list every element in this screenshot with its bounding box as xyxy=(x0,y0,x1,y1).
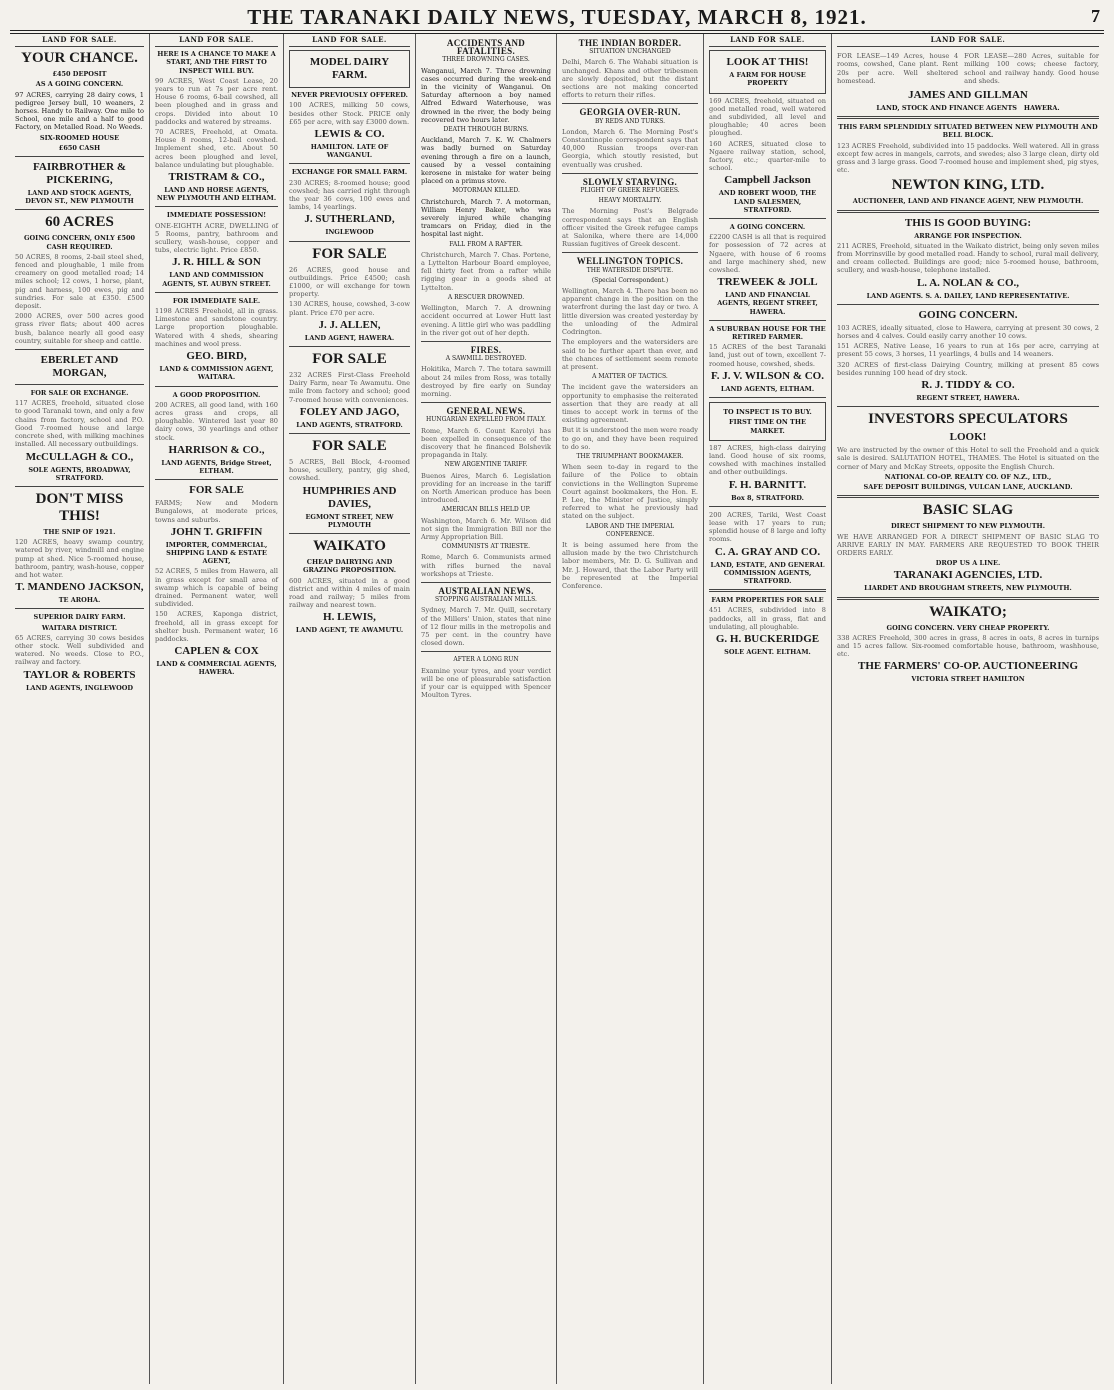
ad-basic-sub: DIRECT SHIPMENT TO NEW PLYMOUTH. xyxy=(891,522,1045,531)
agent-bird: GEO. BIRD, xyxy=(186,350,247,363)
agent-town-text: HAWERA. xyxy=(1023,104,1060,113)
agent-sub-text: LAND, STOCK AND FINANCE AGENTS xyxy=(876,104,1018,113)
agent-wilson: F. J. V. WILSON & CO. xyxy=(711,369,824,382)
news-paragraph: Delhi, March 6. The Wahabi situation is unchanged. Khans and other tribesmen are slowly deposited, but the distant sections are not making concerted efforts to return their rifles. xyxy=(562,58,698,100)
news-subheading: THE TRIUMPHANT BOOKMAKER. xyxy=(576,452,684,460)
ad-text-block: 130 ACRES, house, cowshed, 3-cow plant. Price £70 per acre. xyxy=(289,300,410,317)
column-7 xyxy=(832,34,1104,1384)
ad-text-block: 320 ACRES of first-class Dairying Country, milking at present 85 cows besides running 100 head of dry stock. xyxy=(837,360,1099,377)
ad-suburban: A SUBURBAN HOUSE FOR THE RETIRED FARMER. xyxy=(709,324,826,342)
ad-text-block: FOR LEASE—149 Acres, house 4 rooms, cowshed, Cane plant. Rent 20s per acre. Well sheltered homestead. xyxy=(837,52,959,85)
news-subheading: DEATH THROUGH BURNS. xyxy=(443,126,529,134)
agent-farmers-coop: THE FARMERS' CO-OP. AUCTIONEERING xyxy=(857,660,1079,673)
news-heading: FIRES. xyxy=(470,344,502,355)
ad-text-block: 600 ACRES, situated in a good district and within 4 miles of main road and railway; 5 miles from railway and nearest town. xyxy=(289,576,410,610)
agent-lewis-sub: HAMILTON. LATE OF WANGANUI. xyxy=(310,143,389,160)
news-subheading: NEW ARGENTINE TARIFF. xyxy=(444,461,528,469)
ad-60-going: GOING CONCERN, ONLY £500 CASH REQUIRED. xyxy=(23,234,136,251)
news-heading: THE INDIAN BORDER. xyxy=(578,38,682,48)
agent-hlewis: H. LEWIS, xyxy=(323,611,376,624)
columns xyxy=(10,33,1104,1384)
news-subheading: A MATTER OF TACTICS. xyxy=(592,373,668,381)
ad-look: LOOK AT THIS! xyxy=(726,56,809,69)
ad-text-block: 117 ACRES, freehold, situated close to good Taranaki town, and only a few chains from factory, school and P.O. Good 7-roomed house and large concrete shed, with milking machines installed. All necessary outbuildings. xyxy=(15,399,144,449)
agent-tiddy: R. J. TIDDY & CO. xyxy=(921,379,1015,392)
agent-national-sub: SAFE DEPOSIT BUILDINGS, VULCAN LANE, AUCKLAND. xyxy=(863,483,1073,492)
col2-header: LAND FOR SALE. xyxy=(155,36,278,47)
ad-splendid: THIS FARM SPLENDIDLY SITUATED BETWEEN NEW PLYMOUTH AND BELL BLOCK. xyxy=(838,123,1098,140)
agent-gray-sub: LAND, ESTATE, AND GENERAL COMMISSION AGENTS, STRATFORD. xyxy=(710,560,825,585)
news-paragraph: Wellington, March 4. There has been no apparent change in the position on the waterfront during the last day or two. A little diversion was created yesterday by the unloading of the Admiral Codrington. xyxy=(562,287,698,337)
ad-text-block: 160 ACRES, situated close to Ngaere railway station, school, factory, etc.; quarter-mile to school. xyxy=(709,139,826,173)
agent-james-gillman: JAMES AND GILLMAN xyxy=(908,89,1028,102)
for-sale-heading: FOR SALE xyxy=(312,245,387,262)
news-subheading: COMMUNISTS AT TRIESTE. xyxy=(441,543,531,551)
ad-investors: INVESTORS SPECULATORS xyxy=(868,411,1068,428)
ad-text-block: 123 ACRES Freehold, subdivided into 15 paddocks. Well watered. All in grass except few acres in mangels, carrots, and swedes; also 3 large clean, dirty old grass and 3 large grass. Good 7-roomed house and implement shed, pig styes, etc. xyxy=(837,141,1100,175)
agent-campbell: Campbell Jackson xyxy=(724,174,811,187)
agent-sutherland-town: INGLEWOOD xyxy=(325,228,374,237)
ad-box xyxy=(289,50,410,88)
agent-james-gillman-sub xyxy=(837,104,1099,112)
agent-allen-sub: LAND AGENT, HAWERA. xyxy=(304,333,395,342)
news-paragraph: Hokitika, March 7. The totara sawmill about 24 miles from Ross, was totally destroyed by fire early on Sunday morning. xyxy=(421,365,551,398)
news-heading: ACCIDENTS AND FATALITIES. xyxy=(446,38,526,57)
ad-text-block: 200 ACRES, all good land, with 160 acres grass and crops, all ploughable. Wintered last year 80 dairy cows, 30 yearlings and other stock. xyxy=(155,400,278,442)
news-paragraph: Washington, March 6. Mr. Wilson did not sign the Immigration Bill nor the Army Appropriation Bill. xyxy=(421,516,551,541)
ad-text-block: 5 ACRES, Bell Block, 4-roomed house, scullery, pantry, gig shed, cowshed. xyxy=(289,458,410,483)
agent-hill-sub: LAND AND COMMISSION AGENTS, ST. AUBYN STREET. xyxy=(162,271,271,288)
ad-good-buying: THIS IS GOOD BUYING: xyxy=(904,216,1032,229)
ad-text-block: 120 ACRES, heavy swamp country, watered by river, windmill and engine pump at shed. Nice 5-roomed house, bathroom, pantry, wash-house, copper and hot water. xyxy=(15,538,144,579)
col6-header: LAND FOR SALE. xyxy=(709,36,826,47)
ad-pair xyxy=(837,50,1099,87)
ad-text-block: 211 ACRES, Freehold, situated in the Waikato district, being only seven miles from Morrinsville by good metalled road. Handy to school, rural mail delivery, and cream collected. Buildings are good; nice 5-roomed house, bathroom, scullery, and wash-house, telephone installed. xyxy=(837,241,1099,275)
agent-treweek: TREWEEK & JOLL xyxy=(717,276,818,289)
news-heading: AUSTRALIAN NEWS. xyxy=(438,585,534,596)
news-subheading: HUNGARIAN EXPELLED FROM ITALY. xyxy=(426,416,546,424)
news-paragraph: The incident gave the watersiders an opportunity to emphasise the reiterated assertion that they are ready at all times to accept work in terms of the existing agreement. xyxy=(562,383,698,425)
news-paragraph: Examine your tyres, and your verdict will be one of pleasurable satisfaction if your car is equipped with Spencer Moulton Tyres. xyxy=(421,666,551,700)
agent-harrison-sub: LAND AGENTS, Bridge Street, ELTHAM. xyxy=(161,458,272,475)
ad-waikato-sub: CHEAP DAIRYING AND GRAZING PROPOSITION. xyxy=(302,558,397,575)
news-paragraph: Rome, March 6. Count Karolyi has been expelled in consequence of the discovery that he financed Bolshevik propaganda in Italy. xyxy=(421,426,551,460)
agent-mandeno-town: TE AROHA. xyxy=(58,596,101,605)
news-subheading: HEAVY MORTALITY. xyxy=(598,197,662,205)
ad-text-block: 2000 ACRES, over 500 acres good grass river flats; about 400 acres bush, balance nearly all good easy country, suitable for sheep and cattle. xyxy=(15,312,144,345)
agent-humphries: HUMPHRIES AND DAVIES, xyxy=(302,484,397,510)
agent-griffin: JOHN T. GRIFFIN xyxy=(170,525,263,538)
agent-buckeridge-sub: SOLE AGENT. ELTHAM. xyxy=(724,647,811,656)
column-3 xyxy=(284,34,416,1384)
column-6 xyxy=(704,34,832,1384)
news-subheading: MOTORMAN KILLED. xyxy=(452,187,520,195)
ad-going-concern: AS A GOING CONCERN. xyxy=(35,80,124,89)
news-paragraph: The Morning Post's Belgrade correspondent says that an English officer visited the Greek refugee camps at Salonika, where there are 14,000 Russian fugitives of Greek descent. xyxy=(562,207,698,249)
news-paragraph: Christchurch, March 7. Chas. Portene, a Lyttelton Harbour Board employee, fell thirty feet from a rafter while rigging gear in a goods shed at Lyttelton. xyxy=(421,250,551,292)
agent-fairbrother: FAIRBROTHER & PICKERING, xyxy=(33,161,126,187)
agent-foley-sub: LAND AGENTS, STRATFORD. xyxy=(296,420,403,429)
agent-barnitt: F. H. BARNITT. xyxy=(728,478,807,491)
news-subheading: SITUATION UNCHANGED xyxy=(589,48,671,56)
ad-farm-props: FARM PROPERTIES FOR SALE xyxy=(711,596,824,605)
col1-header: LAND FOR SALE. xyxy=(15,36,144,47)
ad-text-block: WE HAVE ARRANGED FOR A DIRECT SHIPMENT OF BASIC SLAG TO ARRIVE EARLY IN MAY. FARMERS ARE REQUESTED TO BOOK THEIR ORDERS EARLY. xyxy=(837,532,1099,557)
agent-eberlet: EBERLET AND MORGAN, xyxy=(40,354,119,380)
news-heading: SLOWLY STARVING. xyxy=(582,176,678,187)
ad-immediate: IMMEDIATE POSSESSION! xyxy=(166,211,267,220)
ad-snip: THE SNIP OF 1921. xyxy=(43,527,116,536)
news-paragraph: It is being assumed here from the allusion made by the two Christchurch labor members, Mr. D. G. Sullivan and Mr. J. Howard, that the Labor Party will be represented at the Imperial Conference. xyxy=(562,540,698,590)
agent-farmers-coop-sub: VICTORIA STREET HAMILTON xyxy=(911,675,1025,684)
agent-tiddy-sub: REGENT STREET, HAWERA. xyxy=(916,394,1020,403)
ad-exchange: EXCHANGE FOR SMALL FARM. xyxy=(291,168,408,177)
ad-text-block: We are instructed by the owner of this Hotel to sell the Freehold and a quick sale is desired. SALUTATION HOTEL, THAMES. The Hotel is situated on the corner of Mary and McKay Streets, opposite the English Church. xyxy=(837,446,1099,471)
agent-gray: C. A. GRAY AND CO. xyxy=(714,545,821,558)
agent-hill: J. R. HILL & SON xyxy=(172,256,261,269)
agent-caplen-sub: LAND & COMMERCIAL AGENTS, HAWERA. xyxy=(156,660,277,677)
ad-waitara: WAITARA DISTRICT. xyxy=(41,623,118,632)
for-sale-heading: FOR SALE xyxy=(312,438,387,455)
ad-going: A GOING CONCERN. xyxy=(729,223,806,232)
agent-wilson-sub: LAND AGENTS, ELTHAM. xyxy=(720,384,815,393)
news-subheading: THREE DROWNING CASES. xyxy=(442,56,530,64)
masthead-title: THE TARANAKI DAILY NEWS, TUESDAY, MARCH 8, 1921. xyxy=(247,4,867,29)
agent-humphries-sub: EGMONT STREET, NEW PLYMOUTH xyxy=(305,512,394,529)
ad-going-concern: GOING CONCERN. xyxy=(918,308,1018,321)
news-subheading: (Special Correspondent.) xyxy=(591,276,669,284)
news-subheading: FALL FROM A RAFTER. xyxy=(449,240,523,248)
ad-house: SIX-ROOMED HOUSE xyxy=(39,133,120,142)
news-subheading: PLIGHT OF GREEK REFUGEES. xyxy=(580,187,680,195)
news-subheading: AMERICAN BILLS HELD UP. xyxy=(441,506,531,514)
ad-deposit: £450 DEPOSIT xyxy=(52,70,107,79)
ad-your-chance: YOUR CHANCE. xyxy=(21,50,138,67)
ad-waikato: WAIKATO xyxy=(313,538,386,555)
col3-header: LAND FOR SALE. xyxy=(289,36,410,47)
ad-sale-exchange: FOR SALE OR EXCHANGE. xyxy=(30,389,129,398)
for-sale-heading: FOR SALE xyxy=(189,484,244,497)
news-paragraph: Christchurch, March 7. A motorman, William Henry Baker, who was severely injured while changing tramcars on Friday, died in the hospital last night. xyxy=(421,197,551,239)
agent-nolan-sub: LAND AGENTS. S. A. DAILEY, LAND REPRESENTATIVE. xyxy=(866,291,1070,300)
ad-good-prop: A GOOD PROPOSITION. xyxy=(172,390,261,399)
ad-waikato-sub: GOING CONCERN. VERY CHEAP PROPERTY. xyxy=(886,623,1050,632)
news-subheading: AFTER A LONG RUN xyxy=(453,656,519,664)
news-subheading: A RESCUER DROWNED. xyxy=(447,293,525,301)
ad-arrange: ARRANGE FOR INSPECTION. xyxy=(914,231,1022,240)
ad-imm-sale: FOR IMMEDIATE SALE. xyxy=(172,296,261,305)
ad-box xyxy=(709,50,826,93)
ad-box xyxy=(709,402,826,441)
agent-allen: J. J. ALLEN, xyxy=(318,318,381,331)
agent-caplen: CAPLEN & COX xyxy=(174,645,259,658)
agent-lewis: LEWIS & CO. xyxy=(314,128,385,141)
agent-bird-sub: LAND & COMMISSION AGENT, WAITARA. xyxy=(159,365,274,382)
ad-text-block: 1198 ACRES Freehold, all in grass. Limestone and sandstone country. Large proportion ploughable. Watered with 4 sheds, shearing machines and wool press. xyxy=(155,307,278,348)
news-subheading: A SAWMILL DESTROYED. xyxy=(445,355,527,363)
agent-mccullagh-sub: SOLE AGENTS, BROADWAY, STRATFORD. xyxy=(28,465,131,482)
agent-taranaki-agencies-sub: LIARDET AND BROUGHAM STREETS, NEW PLYMOUTH. xyxy=(864,584,1072,593)
agent-newton-king: NEWTON KING, LTD. xyxy=(891,177,1045,194)
news-paragraph: The employers and the watersiders are said to be further apart than ever, and the chances of settlement seem remote at present. xyxy=(562,338,698,371)
ad-text-block: 70 ACRES, Freehold, at Omata. House 8 rooms, 12-bail cowshed. Implement shed, etc. About 50 acres been ploughed and level, balance undulating but ploughable. xyxy=(155,128,278,169)
ad-dont-miss: DON'T MISS THIS! xyxy=(35,490,124,524)
news-paragraph: When seen to-day in regard to the failure of the Police to obtain convictions in the Wellington Supreme Court against bookmakers, the Hon. E. P. Lee, the Minister of Justice, simply referred to what he previously had stated on the subject. xyxy=(562,463,698,521)
ad-text-block: ONE-EIGHTH ACRE, DWELLING of 5 Rooms, pantry, bathroom and scullery, wash-house, copper and tubs, electric light. Price £850. xyxy=(155,221,278,255)
ad-text-block: 26 ACRES, good house and outbuildings. Price £4500; cash £1000, or will exchange for town property. xyxy=(289,265,410,299)
ad-intro: HERE IS A CHANCE TO MAKE A START, AND THE FIRST TO INSPECT WILL BUY. xyxy=(157,50,276,75)
ad-superior: SUPERIOR DAIRY FARM. xyxy=(33,613,126,622)
news-heading: GEORGIA OVER-RUN. xyxy=(579,107,681,118)
for-sale-heading: FOR SALE xyxy=(312,351,387,368)
ad-inspect-sub: FIRST TIME ON THE MARKET. xyxy=(729,418,806,435)
col7-header: LAND FOR SALE. xyxy=(837,36,1099,47)
ad-drop: DROP US A LINE. xyxy=(935,559,1001,568)
ad-text-block: 50 ACRES, 8 rooms, 2-bail steel shed, fenced and ploughable, 1 mile from creamery on good metalled road; 14 miles school; 12 cows, 1 horse, plant, pig and harness, 100 ewes, pig and sundries. For sale at £350. £500 deposit. xyxy=(15,252,144,311)
ad-text-block: 230 ACRES; 8-roomed house; good cowshed; has carried right through the year 36 cows, 100 ewes and lambs, 14 yearlings. xyxy=(289,178,410,212)
agent-hlewis-sub: LAND AGENT, TE AWAMUTU. xyxy=(295,626,404,635)
news-paragraph: Sydney, March 7. Mr. Quill, secretary of the Millers' Union, states that nine of 12 flour mills in the metropolis and 75 per cent. in the country have closed down. xyxy=(421,606,551,648)
ad-model-dairy: MODEL DAIRY FARM. xyxy=(309,56,390,82)
news-subheading: STOPPING AUSTRALIAN MILLS. xyxy=(435,596,537,604)
agent-taylor-sub: LAND AGENTS, INGLEWOOD xyxy=(25,683,134,692)
agent-newton-king-sub: AUCTIONEER, LAND AND FINANCE AGENT, NEW PLYMOUTH. xyxy=(852,197,1084,206)
ad-text-block: FARMS; New and Modern Bungalows, at moderate prices, towns and suburbs. xyxy=(155,499,278,524)
page-number: 7 xyxy=(1091,6,1100,26)
news-paragraph: Wellington, March 7. A drowning accident occurred at Lower Hutt last evening. A little girl who was paddling in the river got out of her depth. xyxy=(421,304,551,337)
news-heading: GENERAL NEWS. xyxy=(446,406,526,417)
ad-text-block: 100 ACRES, milking 50 cows, besides other Stock. PRICE only £65 per acre, with say £3000 down. xyxy=(289,101,410,126)
agent-treweek-sub: LAND AND FINANCIAL AGENTS, REGENT STREET, HAWERA. xyxy=(717,291,818,316)
news-subheading: BY REDS AND TURKS. xyxy=(594,117,666,125)
ad-text-block: 338 ACRES Freehold, 300 acres in grass, 8 acres in oats, 8 acres in turnips and 15 acres fallow. Six-roomed comfortable house, bathroom, washhouse, etc. xyxy=(837,633,1099,659)
agent-mccullagh: McCULLAGH & CO., xyxy=(25,450,134,463)
ad-text-block: 65 ACRES, carrying 30 cows besides other stock. Well subdivided and watered. No weeds. Close to P.O., railway and factory. xyxy=(15,633,144,667)
ad-inspect: TO INSPECT IS TO BUY. xyxy=(723,408,812,417)
ad-text-block: 200 ACRES, Tariki, West Coast lease with 17 years to run; splendid house of 8 large and lofty rooms. xyxy=(709,510,826,544)
column-1 xyxy=(10,34,150,1384)
ad-text-block: 15 ACRES of the best Taranaki land, just out of town, excellent 7-roomed house, cowshed, sheds. xyxy=(709,343,826,368)
news-paragraph: Rome, March 6. Communists armed with rifles burned the naval workshops at Trieste. xyxy=(421,553,551,578)
ad-60-acres: 60 ACRES xyxy=(45,214,114,231)
agent-griffin-sub: IMPORTER, COMMERCIAL, SHIPPING LAND & ESTATE AGENT, xyxy=(165,540,268,566)
ad-text-block: 169 ACRES, freehold, situated on good metalled road, well watered and subdivided, all level and ploughable; 40 acres been ploughed. xyxy=(709,96,826,138)
ad-basic-slag: BASIC SLAG xyxy=(922,502,1014,519)
ad-text-block: 150 ACRES, Kaponga district, freehold, all in grass except for shelter bush. Permanent water, 16 paddocks. xyxy=(155,610,278,643)
ad-cash: £650 CASH xyxy=(58,143,101,152)
agent-taranaki-agencies: TARANAKI AGENCIES, LTD. xyxy=(893,569,1043,582)
ad-body: 97 ACRES, carrying 28 dairy cows, 1 pedigree Jersey bull, 10 weaners, 2 horses. Handy to Railway. One mile to School, one mile and a half to good Factory, on Metalled Road. No Weeds. xyxy=(15,90,144,132)
ad-never: NEVER PREVIOUSLY OFFERED. xyxy=(291,91,408,100)
ad-text-block: 451 ACRES, subdivided into 8 paddocks, all in grass, flat and undulating, all ploughable. xyxy=(709,606,826,631)
news-paragraph: But it is understood the men were ready to go on, and they have been required to do so. xyxy=(562,426,698,451)
ad-text-block: 103 ACRES, ideally situated, close to Hawera, carrying at present 30 cows, 2 horses and 4 calves. Could easily carry another 10 cows. xyxy=(837,323,1099,341)
agent-national: NATIONAL CO-OP. REALTY CO. OF N.Z., LTD., xyxy=(884,472,1052,481)
agent-barnitt-sub: Box 8, STRATFORD. xyxy=(731,493,804,502)
agent-fairbrother-sub: LAND AND STOCK AGENTS, DEVON ST., NEW PLYMOUTH xyxy=(25,189,134,206)
agent-sutherland: J. SUTHERLAND, xyxy=(304,213,395,226)
news-heading: WELLINGTON TOPICS. xyxy=(576,256,684,267)
news-paragraph: Wanganui, March 7. Three drowning cases occurred during the week-end in the vicinity of Wanganui. On Saturday afternoon a boy named Alfred Edward Waterhouse, was drowned in the river, the body being recovered two hours later. xyxy=(421,66,551,124)
ad-text-block: 99 ACRES, West Coast Lease, 20 years to run at 7s per acre rent. House 6 rooms, 6-bail cowshed, all been ploughed and in grass and crops. Divided into about 10 paddocks and watered by streams. xyxy=(155,76,278,126)
ad-text-block: FOR LEASE—280 Acres, suitable for milking 100 cows; cheese factory, school and railway handy. Good house and sheds. xyxy=(964,52,1099,85)
news-subheading: THE WATERSIDE DISPUTE. xyxy=(586,266,674,274)
agent-campbell-sub: AND ROBERT WOOD, THE LAND SALESMEN, STRATFORD. xyxy=(718,189,817,214)
ad-look: LOOK! xyxy=(949,431,987,444)
agent-buckeridge: G. H. BUCKERIDGE xyxy=(715,632,820,645)
news-paragraph: London, March 6. The Morning Post's Constantinople correspondent says that 40,000 Russian troops over-ran Georgia, which stoutly resisted, but eventually was crushed. xyxy=(562,127,698,169)
agent-nolan: L. A. NOLAN & CO., xyxy=(916,276,1020,289)
agent-tristram: TRISTRAM & CO., xyxy=(168,171,265,184)
ad-text-block: 151 ACRES, Native Lease, 16 years to run at 16s per acre, carrying at present 55 cows, 3 horses, 11 yearlings, 4 bulls and 14 weaners. xyxy=(837,342,1099,359)
agent-harrison: HARRISON & CO., xyxy=(168,443,265,456)
agent-foley: FOLEY AND JAGO, xyxy=(299,405,400,418)
agent-mandeno: T. MANDENO JACKSON, xyxy=(15,581,144,594)
ad-text-block: £2200 CASH is all that is required for possession of 72 acres at Ngaere, with house of 6 rooms and large machinery shed, new cowshed. xyxy=(709,233,826,275)
news-paragraph: Auckland, March 7. K. W. Chalmers was badly burned on Saturday evening through a fire on a launch, caused by a vessel containing kerosene in mistake for water being placed on a primus stove. xyxy=(421,136,551,186)
column-2 xyxy=(150,34,284,1384)
news-paragraph: Buenos Aires, March 6. Legislation providing for an increase in the tariff on North American produce has been introduced. xyxy=(421,471,551,505)
ad-farm-house: A FARM FOR HOUSE PROPERTY xyxy=(729,71,806,88)
agent-tristram-sub: LAND AND HORSE AGENTS, NEW PLYMOUTH AND ELTHAM. xyxy=(156,186,277,203)
column-5 xyxy=(557,34,704,1384)
ad-text-block: 52 ACRES, 5 miles from Hawera, all in grass except for small area of swamp which is capable of being drained. Permanent water, well subdivided. xyxy=(155,567,278,609)
masthead xyxy=(10,4,1104,31)
column-4 xyxy=(416,34,557,1384)
ad-waikato: WAIKATO; xyxy=(929,603,1007,620)
news-subheading: LABOR AND THE IMPERIAL CONFERENCE. xyxy=(585,522,675,538)
agent-taylor: TAYLOR & ROBERTS xyxy=(23,668,136,681)
ad-text-block: 187 ACRES, high-class dairying land. Good house of six rooms, cowshed with machines installed and other outbuildings. xyxy=(709,443,826,477)
ad-text-block: 232 ACRES First-Class Freehold Dairy Farm, near Te Awamutu. One mile from factory and school; good 7-roomed house with conveniences. xyxy=(289,371,410,404)
